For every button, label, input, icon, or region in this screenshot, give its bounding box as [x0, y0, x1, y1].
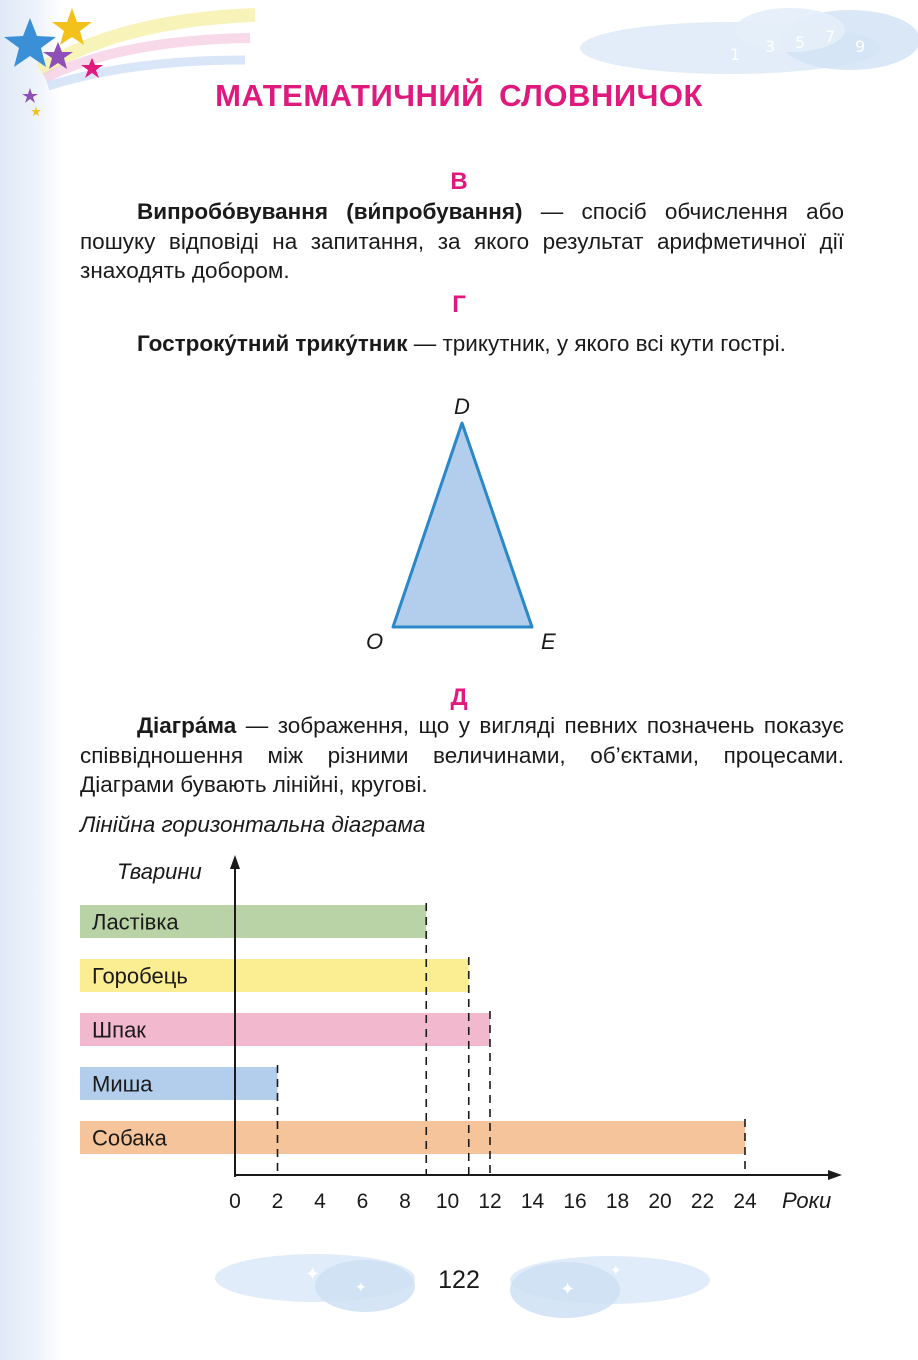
tick-group	[229, 1190, 757, 1213]
term-vyprobovuvannia: Випробо́вування (ви́пробування)	[137, 199, 523, 224]
x-tick-label: 8	[399, 1190, 411, 1213]
term-hostrokutnyi: Гостроку́тний трику́тник	[137, 331, 408, 356]
x-tick-label: 24	[733, 1190, 757, 1213]
x-tick-label: 18	[605, 1190, 630, 1213]
term-diahrama: Діагра́ма	[137, 713, 237, 738]
acute-triangle-figure	[360, 390, 570, 660]
svg-text:✦: ✦	[560, 1279, 576, 1300]
page-title: МАТЕМАТИЧНИЙ СЛОВНИЧОК	[215, 78, 703, 113]
acute-triangle	[393, 423, 532, 627]
vertex-label-o: O	[366, 629, 384, 654]
x-tick-label: 16	[563, 1190, 587, 1213]
definition-text-diahrama: — зображення, що у вигляді певних позначень показує співвідношення між різними величинами, об’єктами, процесами. Діаграми бувають лінійні, кругові.	[80, 713, 844, 797]
decorative-cloud-top	[580, 0, 918, 85]
x-tick-label: 6	[356, 1190, 369, 1213]
section-letter-h: Г	[452, 291, 466, 318]
svg-text:3: 3	[765, 37, 776, 56]
chart-title: Лінійна горизонтальна діаграма	[80, 812, 426, 837]
x-tick-label: 10	[435, 1190, 460, 1213]
definition-text-hostrokutnyi: — трикутник, у якого всі кути гострі.	[407, 331, 786, 356]
bar-label-4: Миша	[92, 1071, 153, 1097]
x-tick-label: 20	[648, 1190, 672, 1213]
bar-5	[80, 1121, 745, 1154]
x-tick-label: 12	[478, 1190, 502, 1213]
vertex-label-e: E	[541, 629, 556, 654]
bar-label-3: Шпак	[92, 1017, 146, 1043]
x-tick-label: 2	[271, 1190, 284, 1213]
x-axis-label: Роки	[782, 1188, 832, 1213]
definition-vyprobovuvannia	[80, 197, 844, 286]
y-axis-arrow	[230, 855, 240, 869]
bar-label-2: Горобець	[92, 963, 188, 989]
svg-text:✦: ✦	[610, 1263, 622, 1279]
definition-text-vyprobovuvannia: — спосіб обчислення або пошуку відповіді на запитання, за якого результат арифметичної дії знаходять добором.	[80, 199, 844, 283]
vertex-label-d: D	[454, 394, 470, 419]
bar-label-1: Ластівка	[92, 909, 179, 935]
svg-text:5: 5	[795, 33, 806, 52]
x-axis-arrow	[828, 1170, 842, 1180]
page-left-margin-strip	[0, 0, 62, 1360]
x-tick-label: 0	[229, 1190, 241, 1213]
bar-group	[80, 905, 745, 1154]
section-letter-v: В	[450, 168, 468, 195]
y-axis-label: Тварини	[117, 859, 202, 884]
svg-text:1: 1	[730, 45, 741, 64]
definition-hostrokutnyi	[80, 329, 844, 359]
definition-diahrama	[80, 711, 844, 800]
page-number: 122	[438, 1266, 480, 1294]
horizontal-bar-chart	[70, 845, 870, 1225]
svg-text:7: 7	[825, 27, 836, 46]
section-letter-d: Д	[450, 684, 468, 711]
svg-text:9: 9	[855, 37, 866, 56]
svg-text:✦: ✦	[305, 1264, 321, 1285]
x-tick-label: 4	[314, 1190, 326, 1213]
bar-label-5: Собака	[92, 1125, 167, 1151]
x-tick-label: 14	[520, 1190, 545, 1213]
svg-text:✦: ✦	[355, 1280, 367, 1296]
x-tick-label: 22	[690, 1190, 715, 1213]
